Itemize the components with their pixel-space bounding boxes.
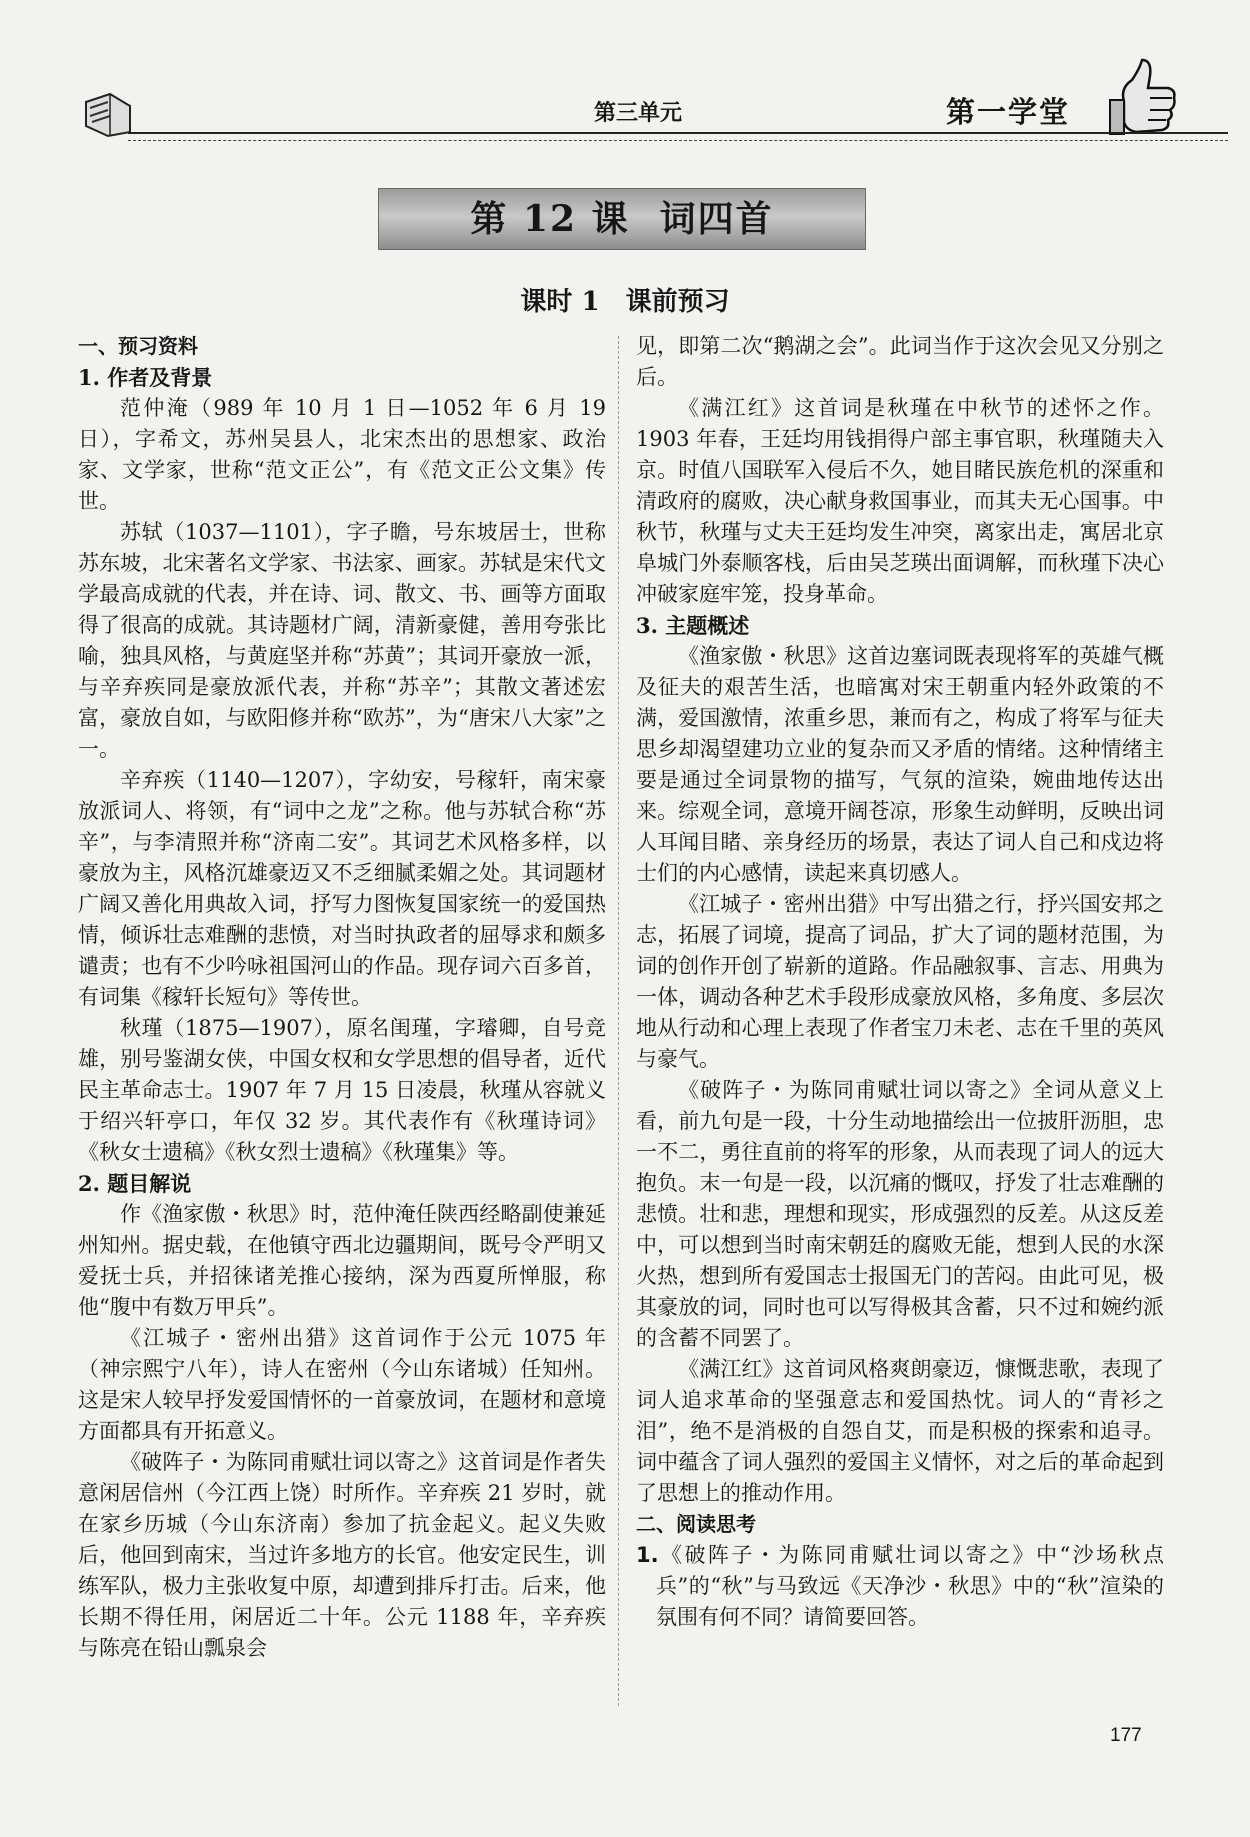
right-column — [636, 331, 1164, 1633]
lesson-number: 第 12 课 — [470, 198, 630, 240]
lesson-title-banner — [378, 188, 866, 250]
subheading-author-background: 1. 作者及背景 — [78, 365, 213, 390]
question-text: 《破阵子・为陈同甫赋壮词以寄之》中“沙场秋点兵”的“秋”与马致远《天净沙・秋思》中的“秋”渲染的氛围有何不同？请简要回答。 — [656, 1543, 1164, 1629]
paragraph-qiu-jin: 秋瑾（1875—1907），原名闺瑾，字璿卿，自号竞雄，别号鉴湖女侠，中国女权和女学思想的倡导者，近代民主革命志士。1907 年 7 月 15 日凌晨，秋瑾从容就义于绍兴轩亭口，年仅 32 岁。其代表作有《秋瑾诗词》《秋女士遗稿》《秋女烈士遗稿》《秋瑾集》等。 — [78, 1016, 606, 1164]
paragraph-continued: 见，即第二次“鹅湖之会”。此词当作于这次会见又分别之后。 — [636, 334, 1164, 389]
subheading-theme-overview: 3. 主题概述 — [636, 613, 750, 638]
paragraph-theme-jiangchengzi: 《江城子・密州出猎》中写出猎之行，抒兴国安邦之志，拓展了词境，提高了词品，扩大了词的题材范围，为词的创作开创了崭新的道路。作品融叙事、言志、用典为一体，调动各种艺术手段形成豪放风格，多角度、多层次地从行动和心理上表现了作者宝刀未老、志在千里的英风与豪气。 — [636, 892, 1164, 1071]
brand-title: 第一学堂 — [946, 95, 1071, 129]
page-number: 177 — [1110, 1725, 1142, 1746]
heading-preview-materials: 一、预习资料 — [78, 334, 198, 358]
unit-title: 第三单元 — [593, 100, 682, 126]
question-number: 1. — [636, 1543, 659, 1567]
column-divider — [618, 336, 619, 1706]
question-1 — [636, 1540, 1164, 1633]
paragraph-manjianghong-background: 《满江红》这首词是秋瑾在中秋节的述怀之作。1903 年春，王廷均用钱捐得户部主事官职，秋瑾随夫入京。时值八国联军入侵后不久，她目睹民族危机的深重和清政府的腐败，决心献身救国事业，而其夫无心国事。中秋节，秋瑾与丈夫王廷均发生冲突，离家出走，寓居北京阜城门外泰顺客栈，后由吴芝瑛出面调解，而秋瑾下决心冲破家庭牢笼，投身革命。 — [636, 396, 1164, 606]
paragraph-fan-zhongyan: 范仲淹（989 年 10 月 1 日—1052 年 6 月 19 日），字希文，苏州吴县人，北宋杰出的思想家、政治家、文学家，世称“范文正公”，有《范文正公文集》传世。 — [78, 396, 606, 513]
paragraph-yujiaao: 作《渔家傲・秋思》时，范仲淹任陕西经略副使兼延州知州。据史载，在他镇守西北边疆期间，既号令严明又爱抚士兵，并招徕诸羌推心接纳，深为西夏所惮服，称他“腹中有数万甲兵”。 — [78, 1202, 606, 1319]
paragraph-jiangchengzi: 《江城子・密州出猎》这首词作于公元 1075 年（神宗熙宁八年），诗人在密州（今山东诸城）任知州。这是宋人较早抒发爱国情怀的一首豪放词，在题材和意境方面都具有开拓意义。 — [78, 1326, 606, 1443]
paragraph-theme-manjianghong: 《满江红》这首词风格爽朗豪迈，慷慨悲歌，表现了词人追求革命的坚强意志和爱国热忱。词人的“青衫之泪”，绝不是消极的自怨自艾，而是积极的探索和追寻。词中蕴含了词人强烈的爱国主义情怀，对之后的革命起到了思想上的推动作用。 — [636, 1357, 1164, 1505]
book-icon — [80, 88, 136, 138]
subheading-title-explanation: 2. 题目解说 — [78, 1171, 192, 1196]
paragraph-su-shi: 苏轼（1037—1101），字子瞻，号东坡居士，世称苏东坡，北宋著名文学家、书法家、画家。苏轼是宋代文学最高成就的代表，并在诗、词、散文、书、画等方面取得了很高的成就。其诗题材广阔，清新豪健，善用夸张比喻，独具风格，与黄庭坚并称“苏黄”；其词开豪放一派，与辛弃疾同是豪放派代表，并称“苏辛”；其散文著述宏富，豪放自如，与欧阳修并称“欧苏”，为“唐宋八大家”之一。 — [78, 520, 606, 761]
heading-reading-thinking: 二、阅读思考 — [636, 1512, 756, 1536]
header-rule — [128, 132, 1228, 141]
paragraph-pozhenzi: 《破阵子・为陈同甫赋壮词以寄之》这首词是作者失意闲居信州（今江西上饶）时所作。辛弃疾 21 岁时，就在家乡历城（今山东济南）参加了抗金起义。起义失败后，他回到南宋，当过许多地方的长官。他安定民生，训练军队，极力主张收复中原，却遭到排斥打击。后来，他长期不得任用，闲居近二十年。公元 1188 年，辛弃疾与陈亮在铅山瓢泉会 — [78, 1450, 606, 1660]
left-column — [78, 331, 606, 1664]
lesson-name: 词四首 — [659, 198, 774, 240]
paragraph-theme-pozhenzi: 《破阵子・为陈同甫赋壮词以寄之》全词从意义上看，前九句是一段，十分生动地描绘出一位披肝沥胆，忠一不二，勇往直前的将军的形象，从而表现了词人的远大抱负。末一句是一段，以沉痛的慨叹，抒发了壮志难酬的悲愤。壮和悲，理想和现实，形成强烈的反差。从这反差中，可以想到当时南宋朝廷的腐败无能，想到人民的水深火热，想到所有爱国志士报国无门的苦闷。由此可见，极其豪放的词，同时也可以写得极其含蓄，只不过和婉约派的含蓄不同罢了。 — [636, 1078, 1164, 1350]
page-header — [80, 84, 1170, 144]
section-title: 课时 1 课前预习 — [520, 287, 730, 317]
paragraph-xin-qiji: 辛弃疾（1140—1207），字幼安，号稼轩，南宋豪放派词人、将领，有“词中之龙”之称。他与苏轼合称“苏辛”，与李清照并称“济南二安”。其词艺术风格多样，以豪放为主，风格沉雄豪迈又不乏细腻柔媚之处。其词题材广阔又善化用典故入词，抒写力图恢复国家统一的爱国热情，倾诉壮志难酬的悲愤，对当时执政者的屈辱求和颇多谴责；也有不少吟咏祖国河山的作品。现存词六百多首，有词集《稼轩长短句》等传世。 — [78, 768, 606, 1009]
paragraph-theme-yujiaao: 《渔家傲・秋思》这首边塞词既表现将军的英雄气概及征夫的艰苦生活，也暗寓对宋王朝重内轻外政策的不满，爱国激情，浓重乡思，兼而有之，构成了将军与征夫思乡却渴望建功立业的复杂而又矛盾的情绪。这种情绪主要是通过全词景物的描写，气氛的渲染，婉曲地传达出来。综观全词，意境开阔苍凉，形象生动鲜明，反映出词人耳闻目睹、亲身经历的场景，表达了词人自己和戍边将士们的内心感情，读起来真切感人。 — [636, 644, 1164, 885]
thumbs-up-icon — [1106, 58, 1182, 138]
